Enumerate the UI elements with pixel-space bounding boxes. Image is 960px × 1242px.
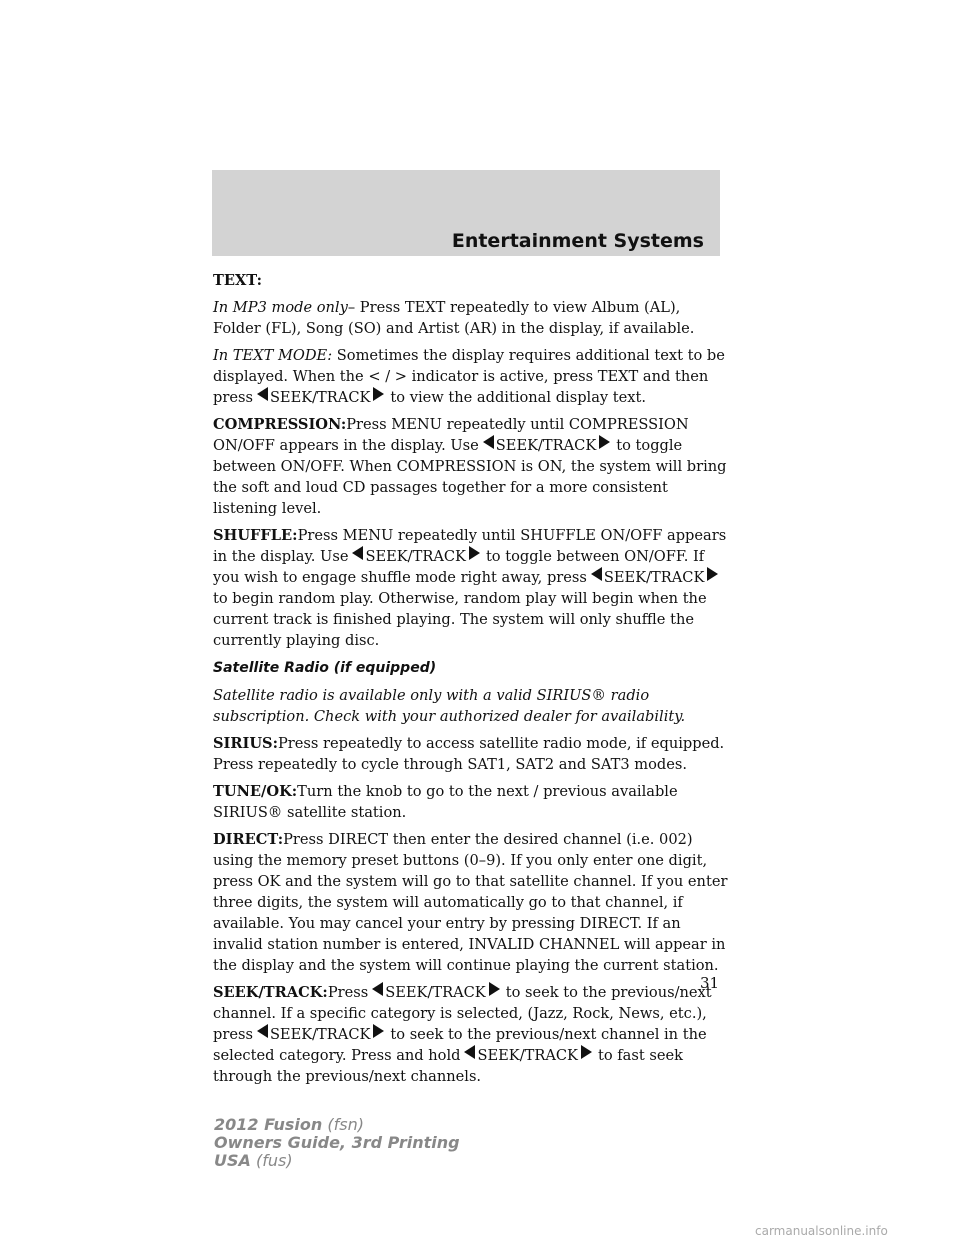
shuffle-para <box>213 525 728 651</box>
section-header-band <box>212 170 720 256</box>
seek-right-icon <box>373 387 384 401</box>
mp3-mode-body: – Press TEXT repeatedly to view Album (AL), Folder (FL), Song (SO) and Artist (AR) in the display, if available. <box>213 299 695 337</box>
seek-right-icon <box>599 435 610 449</box>
sirius-heading: SIRIUS: <box>213 735 278 752</box>
seek-right-icon <box>581 1045 592 1059</box>
watermark: carmanualsonline.info <box>755 1224 888 1238</box>
seek-track-body-1: Press <box>327 984 369 1001</box>
shuffle-heading: SHUFFLE: <box>213 527 298 544</box>
footer-region-code: (fus) <box>256 1151 293 1170</box>
compression-body-1: Press MENU repeatedly until COMPRESSION ON/OFF appears in the display. Use <box>213 416 689 454</box>
seek-track-body-3: to seek to the previous/next channel in the selected category. Press and hold <box>213 1026 707 1064</box>
satellite-note: Satellite radio is available only with a valid SIRIUS® radio subscription. Check with your authorized dealer for availability. <box>213 687 686 725</box>
seek-left-icon <box>257 1024 268 1038</box>
direct-body: Press DIRECT then enter the desired channel (i.e. 002) using the memory preset buttons (0–9). If you only enter one digit, press OK and the system will go to that satellite channel. If you enter three digits, the system will automatically go to that channel, if available. You may cancel your entry by pressing DIRECT. If an invalid station number is entered, INVALID CHANNEL will appear in the display and the system will continue playing the current station. <box>213 831 728 974</box>
seek-right-icon <box>707 567 718 581</box>
seek-track-label: SEEK/TRACK <box>495 437 597 454</box>
text-heading: TEXT: <box>213 272 263 289</box>
seek-track-label: SEEK/TRACK <box>269 1026 371 1043</box>
satellite-subheading-para <box>213 657 728 679</box>
section-title: Entertainment Systems <box>451 230 704 252</box>
seek-track-label: SEEK/TRACK <box>603 569 705 586</box>
mp3-mode-label: In MP3 mode only <box>213 299 348 316</box>
seek-left-icon <box>483 435 494 449</box>
seek-track-body-2: to seek to the previous/next channel. If a specific category is selected, (Jazz, Rock, News, etc.), press <box>213 984 712 1043</box>
tune-body: Turn the knob to go to the next / previous available SIRIUS® satellite station. <box>213 783 678 821</box>
shuffle-body-1: Press MENU repeatedly until SHUFFLE ON/OFF appears in the display. Use <box>213 527 727 565</box>
seek-track-label: SEEK/TRACK <box>477 1047 578 1064</box>
footer-line-3 <box>214 1152 460 1170</box>
seek-track-label: SEEK/TRACK <box>269 389 371 406</box>
compression-para <box>213 414 728 519</box>
seek-track-para <box>213 982 728 1087</box>
seek-right-icon <box>469 546 480 560</box>
seek-left-icon <box>591 567 602 581</box>
page-number: 31 <box>700 974 720 992</box>
compression-heading: COMPRESSION: <box>213 416 347 433</box>
footer-model-code: (fsn) <box>327 1115 364 1134</box>
text-mode-para <box>213 345 728 408</box>
seek-left-icon <box>372 982 383 996</box>
direct-para <box>213 829 728 976</box>
footer-imprint <box>214 1116 460 1170</box>
tune-heading: TUNE/OK: <box>213 783 298 800</box>
footer-model: 2012 Fusion <box>214 1115 323 1134</box>
footer-guide: Owners Guide, 3rd Printing <box>214 1133 460 1152</box>
text-mode-body-1: Sometimes the display requires additional text to be displayed. When the < / > indicator is active, press TEXT and then press <box>213 347 725 406</box>
footer-line-1 <box>214 1116 460 1134</box>
seek-track-body-4: to fast seek through the previous/next channels. <box>213 1047 683 1085</box>
footer-region: USA <box>214 1151 251 1170</box>
text-heading-para <box>213 270 728 291</box>
text-mode-label: In TEXT MODE: <box>213 347 333 364</box>
sirius-para <box>213 733 728 775</box>
shuffle-body-2: to toggle between ON/OFF. If you wish to engage shuffle mode right away, press <box>213 548 705 586</box>
seek-track-heading: SEEK/TRACK: <box>213 984 328 1001</box>
seek-left-icon <box>257 387 268 401</box>
satellite-note-para <box>213 685 728 727</box>
seek-track-label: SEEK/TRACK <box>385 984 486 1001</box>
seek-right-icon <box>373 1024 384 1038</box>
satellite-subheading: Satellite Radio (if equipped) <box>213 660 437 676</box>
seek-track-label: SEEK/TRACK <box>365 548 466 565</box>
seek-left-icon <box>352 546 363 560</box>
page-content <box>213 270 728 1093</box>
sirius-body: Press repeatedly to access satellite radio mode, if equipped. Press repeatedly to cycle through SAT1, SAT2 and SAT3 modes. <box>213 735 725 773</box>
direct-heading: DIRECT: <box>213 831 284 848</box>
seek-right-icon <box>489 982 500 996</box>
tune-para <box>213 781 728 823</box>
text-mp3-para <box>213 297 728 339</box>
compression-body-2: to toggle between ON/OFF. When COMPRESSION is ON, the system will bring the soft and loud CD passages together for a more consistent listening level. <box>213 437 727 517</box>
footer-line-2 <box>214 1134 460 1152</box>
shuffle-body-3: to begin random play. Otherwise, random play will begin when the current track is finished playing. The system will only shuffle the currently playing disc. <box>213 590 707 649</box>
text-mode-body-2: to view the additional display text. <box>390 389 647 406</box>
seek-left-icon <box>464 1045 475 1059</box>
